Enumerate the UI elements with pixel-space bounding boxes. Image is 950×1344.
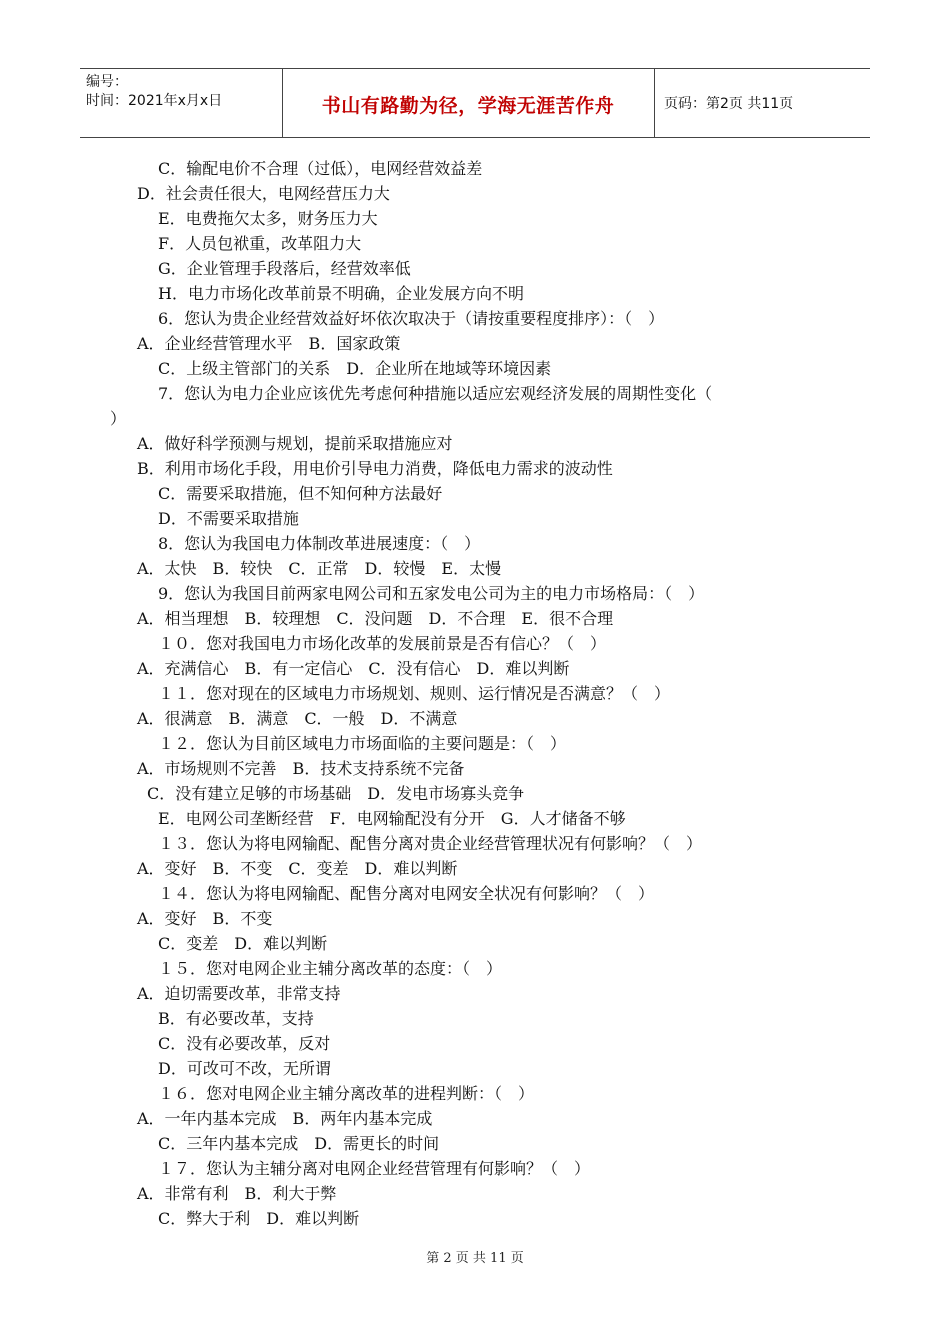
text-line: B．有必要改革，支持: [158, 1009, 314, 1028]
text-line: A．相当理想 B．较理想 C．没问题 D．不合理 E．很不合理: [137, 609, 614, 628]
time-label: 时间：2021年x月x日: [86, 93, 223, 109]
text-line: E．电费拖欠太多，财务压力大: [158, 209, 378, 228]
text-line: C．没有建立足够的市场基础 D．发电市场寡头竞争: [147, 784, 525, 803]
question-line: １０．您对我国电力市场化改革的发展前景是否有信心？（ ）: [158, 634, 607, 653]
text-line: E．电网公司垄断经营 F．电网输配没有分开 G．人才储备不够: [158, 809, 626, 828]
text-line: D．社会责任很大，电网经营压力大: [137, 184, 390, 203]
text-line: G．企业管理手段落后，经营效率低: [158, 259, 411, 278]
text-line: A．变好 B．不变: [137, 909, 273, 928]
text-line: ）: [110, 409, 127, 428]
question-line: 9．您认为我国目前两家电网公司和五家发电公司为主的电力市场格局：（ ）: [158, 584, 705, 603]
text-line: C．需要采取措施，但不知何种方法最好: [158, 484, 443, 503]
header-page-info: 页码：第2页 共11页: [664, 96, 794, 112]
text-line: H．电力市场化改革前景不明确，企业发展方向不明: [158, 284, 524, 303]
question-line: 6．您认为贵企业经营效益好坏依次取决于（请按重要程度排序）：（ ）: [158, 309, 665, 328]
question-line: １３．您认为将电网输配、配售分离对贵企业经营管理状况有何影响？（ ）: [158, 834, 703, 853]
text-line: A．变好 B．不变 C．变差 D．难以判断: [137, 859, 458, 878]
text-line: C．弊大于利 D．难以判断: [158, 1209, 360, 1228]
question-line: １６．您对电网企业主辅分离改革的进程判断：（ ）: [158, 1084, 535, 1103]
text-line: C．输配电价不合理（过低），电网经营效益差: [158, 159, 483, 178]
text-line: D．可改可不改，无所谓: [158, 1059, 331, 1078]
text-line: F．人员包袱重，改革阻力大: [158, 234, 362, 253]
text-line: C．上级主管部门的关系 D．企业所在地域等环境因素: [158, 359, 552, 378]
text-line: D．不需要采取措施: [158, 509, 299, 528]
header-motto: 书山有路勤为径，学海无涯苦作舟: [321, 95, 615, 117]
code-label: 编号：: [86, 74, 128, 90]
question-line: １２．您认为目前区域电力市场面临的主要问题是：（ ）: [158, 734, 567, 753]
header-meta: [86, 73, 222, 111]
text-line: A．很满意 B．满意 C．一般 D．不满意: [137, 709, 458, 728]
text-line: A．做好科学预测与规划，提前采取措施应对: [137, 434, 453, 453]
text-line: A．非常有利 B．利大于弊: [137, 1184, 337, 1203]
question-line: 8．您认为我国电力体制改革进展速度：（ ）: [158, 534, 481, 553]
question-line: １４．您认为将电网输配、配售分离对电网安全状况有何影响？（ ）: [158, 884, 655, 903]
text-line: A．市场规则不完善 B．技术支持系统不完备: [137, 759, 465, 778]
question-line: １５．您对电网企业主辅分离改革的态度：（ ）: [158, 959, 503, 978]
question-line: 7．您认为电力企业应该优先考虑何种措施以适应宏观经济发展的周期性变化（: [158, 384, 713, 403]
page-footer: 第 2 页 共 11 页: [426, 1251, 524, 1266]
text-line: A．企业经营管理水平 B．国家政策: [137, 334, 401, 353]
header-divider: [654, 69, 655, 137]
question-line: １１．您对现在的区域电力市场规划、规则、运行情况是否满意？（ ）: [158, 684, 671, 703]
text-line: B．利用市场化手段，用电价引导电力消费，降低电力需求的波动性: [137, 459, 613, 478]
text-line: A．迫切需要改革，非常支持: [137, 984, 341, 1003]
text-line: C．三年内基本完成 D．需更长的时间: [158, 1134, 440, 1153]
text-line: A．一年内基本完成 B．两年内基本完成: [137, 1109, 433, 1128]
text-line: A．充满信心 B．有一定信心 C．没有信心 D．难以判断: [137, 659, 570, 678]
text-line: A．太快 B．较快 C．正常 D．较慢 E．太慢: [137, 559, 502, 578]
text-line: C．没有必要改革，反对: [158, 1034, 331, 1053]
question-line: １７．您认为主辅分离对电网企业经营管理有何影响？（ ）: [158, 1159, 591, 1178]
page-header: [80, 68, 870, 138]
text-line: C．变差 D．难以判断: [158, 934, 328, 953]
